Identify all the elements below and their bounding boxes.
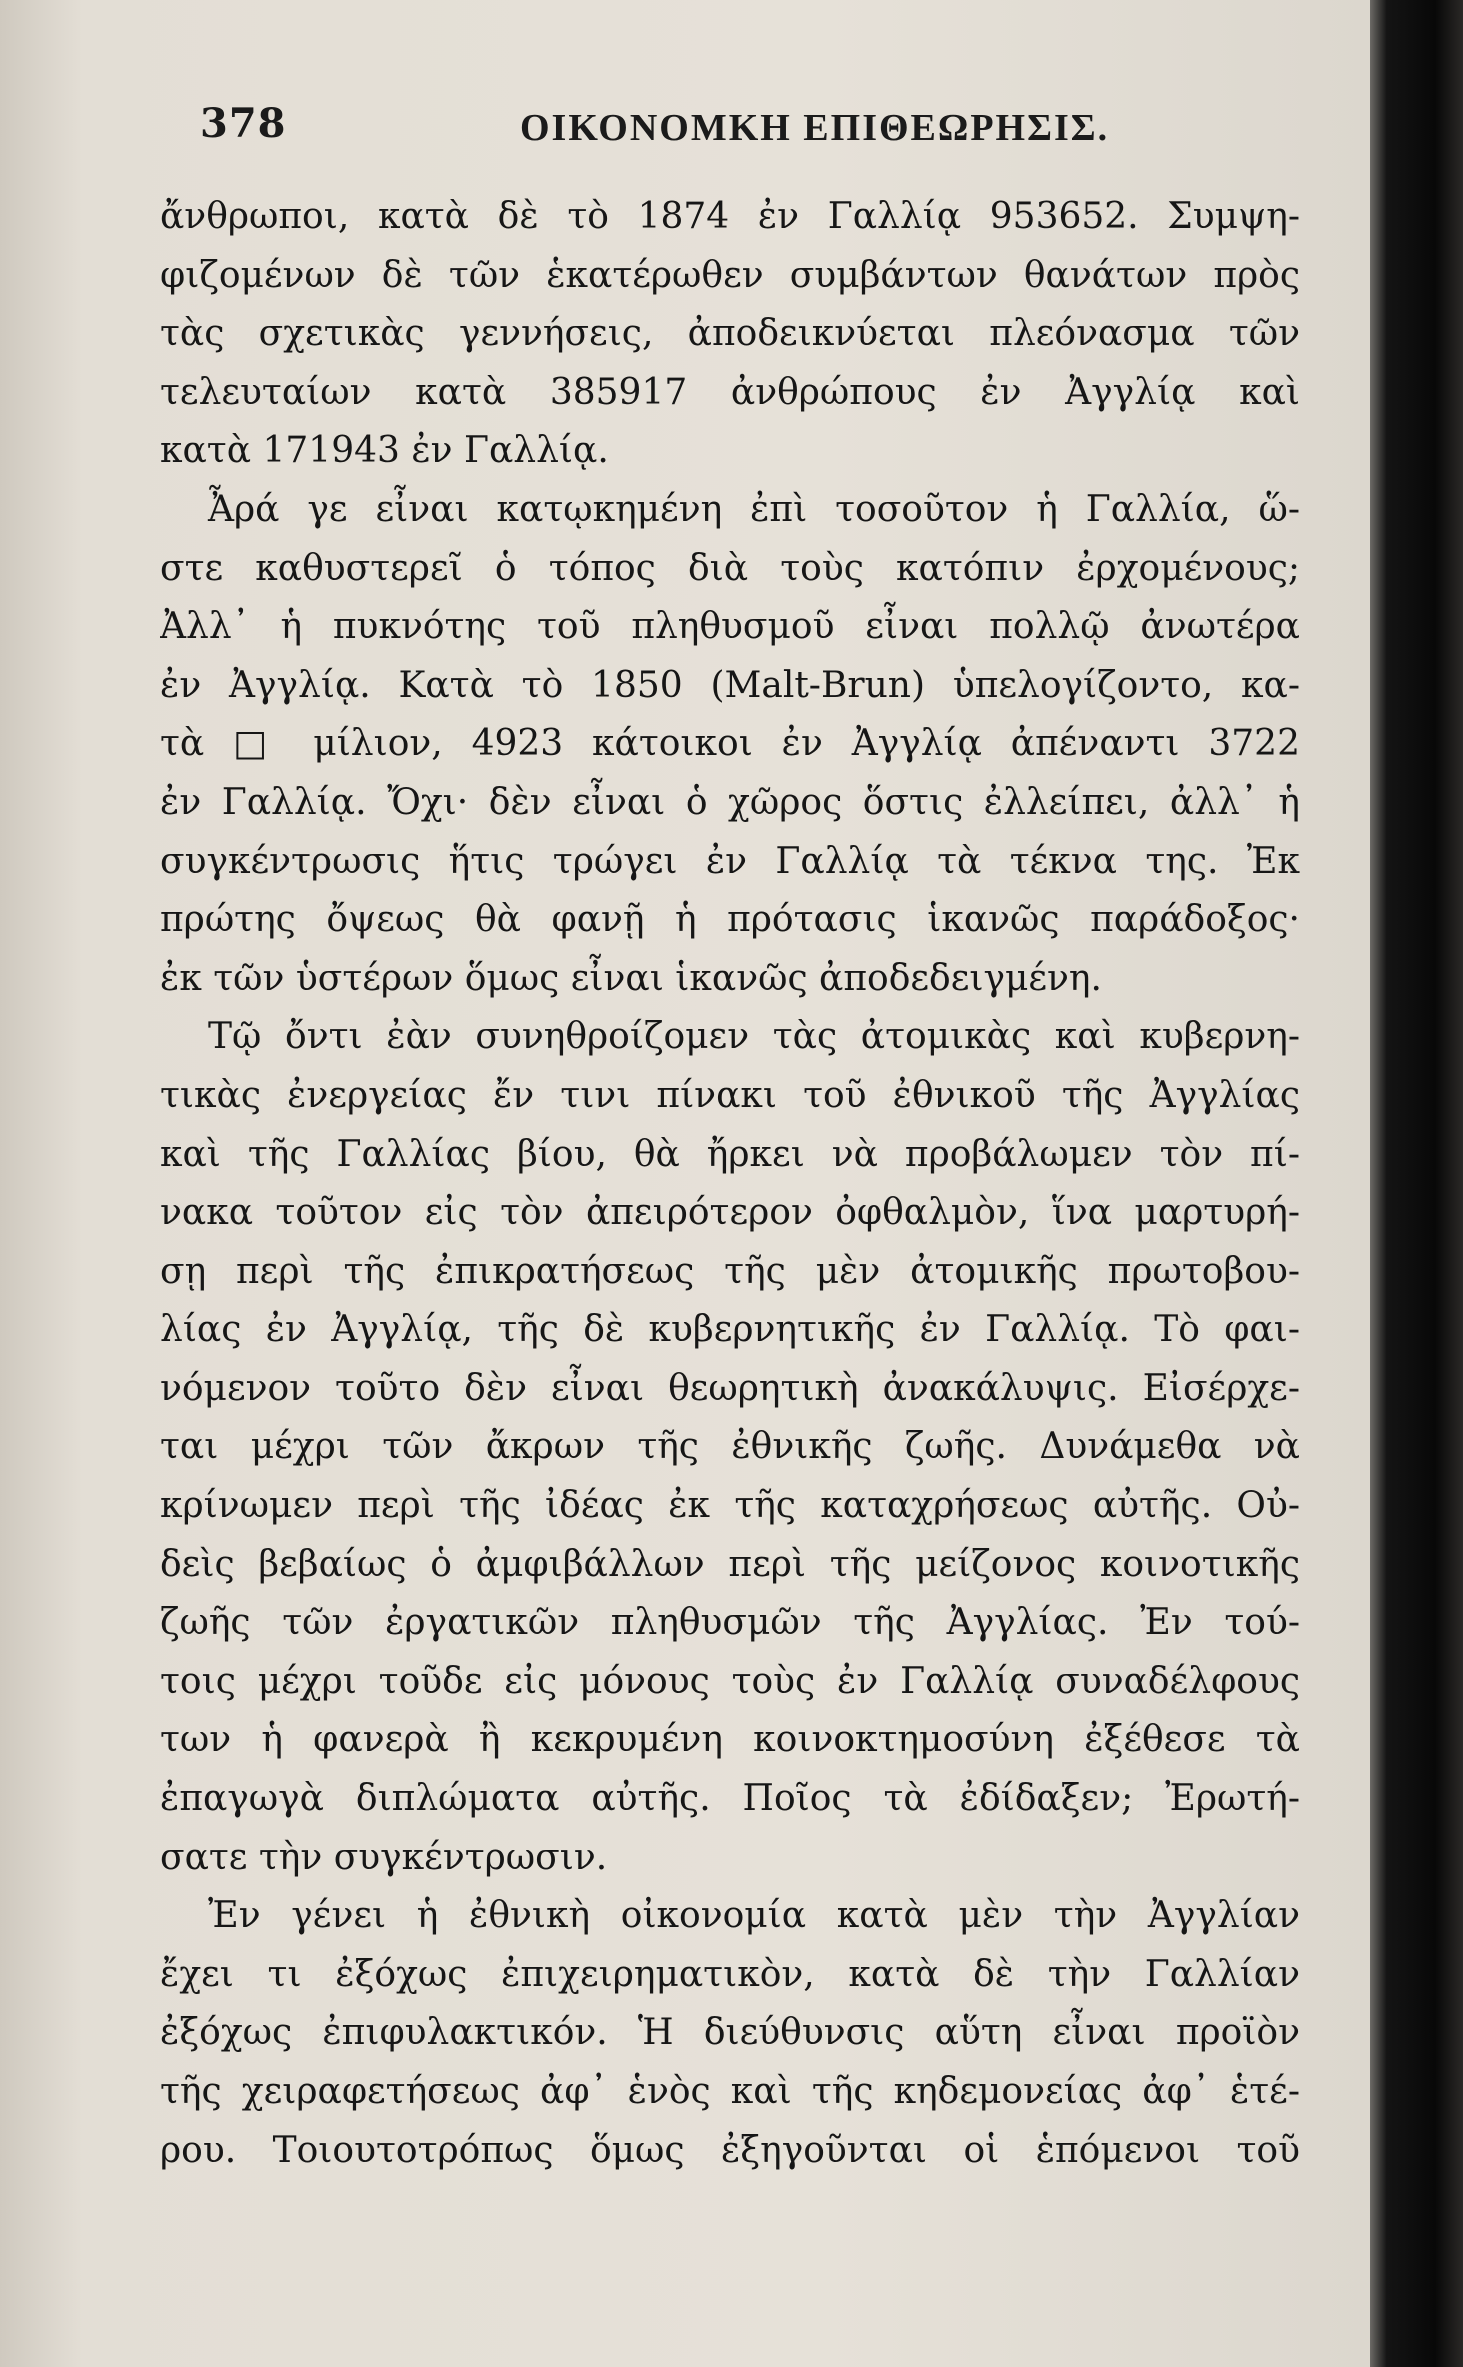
text-line: ἔχει τι ἐξόχως ἐπιχειρηματικὸν, κατὰ δὲ τὴν Γαλλίαν — [160, 1953, 1300, 1995]
text-line: φιζομένων δὲ τῶν ἑκατέρωθεν συμβάντων θανάτων πρὸς — [160, 254, 1300, 296]
page-header — [200, 100, 1310, 160]
text-line: λίας ἐν Ἀγγλίᾳ, τῆς δὲ κυβερνητικῆς ἐν Γαλλίᾳ. Τὸ φαι- — [160, 1309, 1300, 1351]
text-line: νόμενον τοῦτο δὲν εἶναι θεωρητικὴ ἀνακάλυψις. Εἰσέρχε- — [160, 1367, 1300, 1409]
text-line: ἄνθρωποι, κατὰ δὲ τὸ 1874 ἐν Γαλλίᾳ 953652. Συμψη- — [160, 196, 1300, 237]
text-line: ἐν Ἀγγλίᾳ. Κατὰ τὸ 1850 (Malt-Brun) ὑπελογίζοντο, κα- — [160, 664, 1300, 706]
page-number: 378 — [200, 100, 287, 147]
text-line: ἐν Γαλλίᾳ. Ὄχι· δὲν εἶναι ὁ χῶρος ὅστις ἐλλείπει, ἀλλ᾽ ἡ — [160, 781, 1300, 823]
text-line: συγκέντρωσις ἥτις τρώγει ἐν Γαλλίᾳ τὰ τέκνα της. Ἐκ — [160, 840, 1300, 882]
text-line: Ἀλλ᾽ ἡ πυκνότης τοῦ πληθυσμοῦ εἶναι πολλῷ ἀνωτέρα — [160, 606, 1300, 648]
text-line: σῃ περὶ τῆς ἐπικρατήσεως τῆς μὲν ἀτομικῆς πρωτοβου- — [160, 1250, 1300, 1292]
text-line: τὰς σχετικὰς γεννήσεις, ἀποδεικνύεται πλεόνασμα τῶν — [160, 313, 1300, 355]
text-line: τικὰς ἐνεργείας ἔν τινι πίνακι τοῦ ἐθνικοῦ τῆς Ἀγγλίας — [160, 1074, 1300, 1116]
text-line: των ἡ φανερὰ ἢ κεκρυμένη κοινοκτημοσύνη ἐξέθεσε τὰ — [160, 1719, 1300, 1761]
text-line: σατε τὴν συγκέντρωσιν. — [160, 1836, 608, 1878]
text-line: στε καθυστερεῖ ὁ τόπος διὰ τοὺς κατόπιν ἐρχομένους; — [160, 547, 1300, 589]
text-line: τῆς χειραφετήσεως ἀφ᾽ ἑνὸς καὶ τῆς κηδεμονείας ἀφ᾽ ἑτέ- — [160, 2071, 1300, 2112]
text-line: τοις μέχρι τοῦδε εἰς μόνους τοὺς ἐν Γαλλίᾳ συναδέλφους — [160, 1660, 1300, 1702]
text-line: ἐκ τῶν ὑστέρων ὅμως εἶναι ἱκανῶς ἀποδεδειγμένη. — [160, 957, 1102, 999]
text-line: ται μέχρι τῶν ἄκρων τῆς ἐθνικῆς ζωῆς. Δυνάμεθα νὰ — [160, 1426, 1300, 1468]
text-line: Τῷ ὄντι ἐὰν συνηθροίζομεν τὰς ἀτομικὰς καὶ κυβερνη- — [208, 1016, 1300, 1058]
text-line: πρώτης ὄψεως θὰ φανῇ ἡ πρότασις ἱκανῶς παράδοξος· — [160, 899, 1300, 941]
text-line: ἐπαγωγὰ διπλώματα αὐτῆς. Ποῖος τὰ ἐδίδαξεν; Ἐρωτή- — [160, 1778, 1300, 1820]
text-line: δεὶς βεβαίως ὁ ἀμφιβάλλων περὶ τῆς μείζονος κοινοτικῆς — [160, 1543, 1300, 1585]
text-line: Ἐν γένει ἡ ἐθνικὴ οἰκονομία κατὰ μὲν τὴν Ἀγγλίαν — [208, 1895, 1300, 1937]
text-line: τελευταίων κατὰ 385917 ἀνθρώπους ἐν Ἀγγλίᾳ καὶ — [160, 371, 1300, 413]
text-line: ἐξόχως ἐπιφυλακτικόν. Ἡ διεύθυνσις αὕτη εἶναι προϊὸν — [160, 2012, 1300, 2054]
book-binding-shadow — [1370, 0, 1463, 2367]
body-text — [160, 188, 1300, 2180]
text-line: νακα τοῦτον εἰς τὸν ἀπειρότερον ὀφθαλμὸν, ἵνα μαρτυρή- — [160, 1192, 1300, 1234]
text-line: ζωῆς τῶν ἐργατικῶν πληθυσμῶν τῆς Ἀγγλίας. Ἐν τού- — [160, 1602, 1300, 1644]
text-line: Ἆρά γε εἶναι κατῳκημένη ἐπὶ τοσοῦτον ἡ Γαλλία, ὥ- — [208, 488, 1300, 530]
text-line: ρου. Τοιουτοτρόπως ὅμως ἐξηγοῦνται οἱ ἑπόμενοι τοῦ — [160, 2129, 1300, 2171]
text-line: κρίνωμεν περὶ τῆς ἰδέας ἐκ τῆς καταχρήσεως αὐτῆς. Οὐ- — [160, 1485, 1300, 1527]
running-title: ΟΙΚΟΝΟΜΚΗ ΕΠΙΘΕΩΡΗΣΙΣ. — [520, 107, 1110, 149]
text-line: τὰ □ μίλιον, 4923 κάτοικοι ἐν Ἀγγλίᾳ ἀπέναντι 3722 — [160, 723, 1300, 765]
text-line: κατὰ 171943 ἐν Γαλλίᾳ. — [160, 430, 609, 472]
text-line: καὶ τῆς Γαλλίας βίου, θὰ ἤρκει νὰ προβάλωμεν τὸν πί- — [160, 1133, 1300, 1175]
